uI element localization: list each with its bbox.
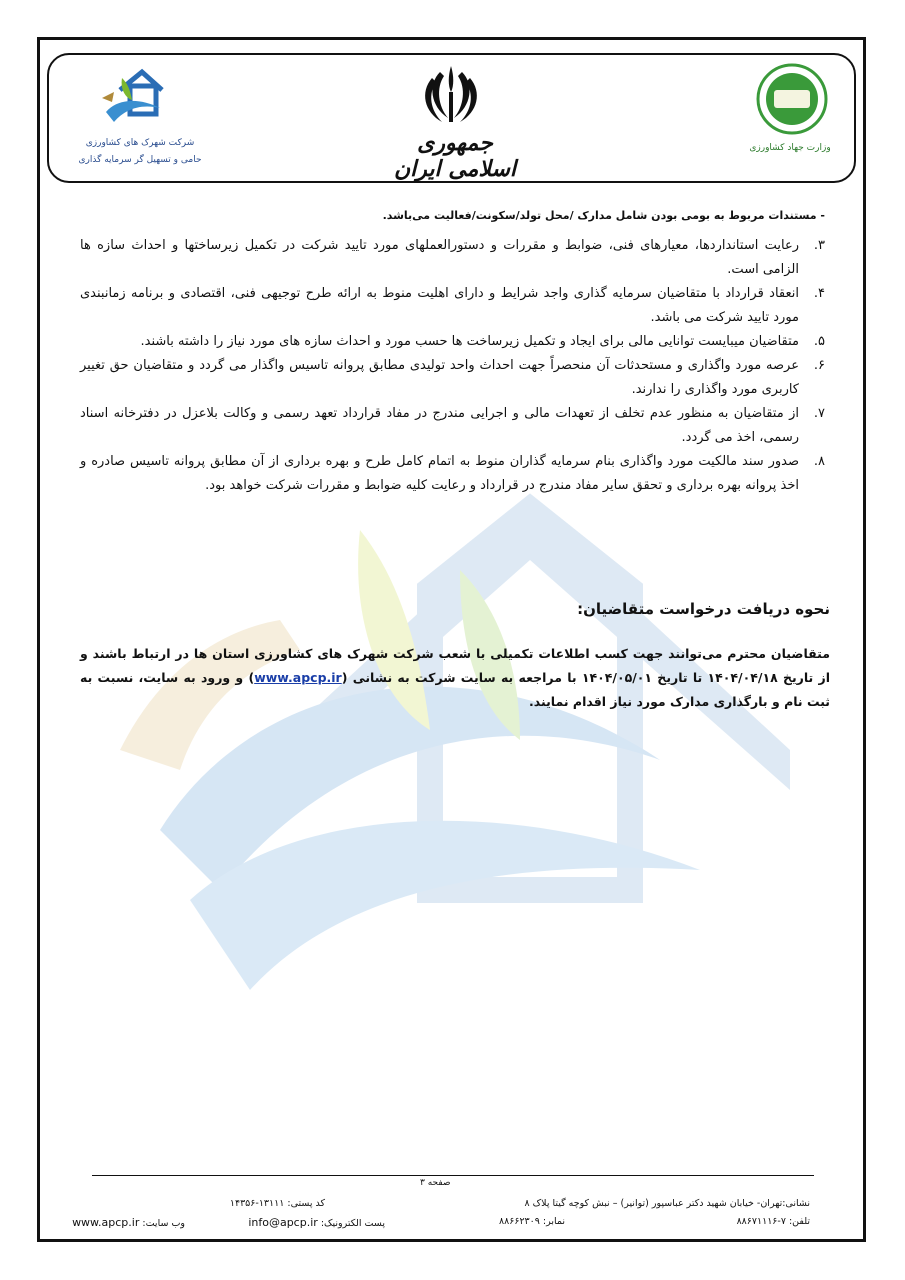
footer-email	[248, 1216, 385, 1229]
footer-address: نشانی:تهران- خیابان شهید دکتر عباسپور (توانیر) – نبش کوچه گیتا پلاک ۸	[524, 1198, 810, 1209]
web-label: وب سایت:	[142, 1218, 185, 1229]
list-item	[80, 282, 825, 330]
item-number: ۳.	[813, 238, 825, 253]
section-body-text-end: ) و ورود به سایت، نسبت به ثبت نام و بارگذاری مدارک مورد نیاز اقدام نمایند.	[80, 670, 830, 709]
footer-web	[72, 1216, 185, 1229]
org-slogan: حامی و تسهیل گر سرمایه گذاری	[78, 155, 202, 165]
item-text: صدور سند مالکیت مورد واگذاری بنام سرمایه گذاران منوط به اتمام کامل طرح و بهره برداری از آن مطابق پروانه تاسیس صادره و اخذ پروانه بهره برداری و تحقق سایر مفاد مندرج در قرارداد و رعایت کلیه ضوابط و مقررات شرکت خواهد بود.	[80, 454, 799, 493]
conditions-list	[80, 208, 825, 498]
org-name: شرکت شهرک های کشاورزی	[85, 138, 195, 148]
email-label: پست الکترونیک:	[320, 1218, 385, 1229]
footer-fax: نمابر: ۸۸۶۶۲۳۰۹	[499, 1216, 565, 1227]
list-item	[80, 330, 825, 354]
documents-note: - مستندات مربوط به بومی بودن شامل مدارک /محل تولد/سکونت/فعالیت می‌باشد.	[382, 209, 825, 222]
item-text: رعایت استانداردها، معیارهای فنی، ضوابط و مقررات و دستورالعملهای مورد تایید شرکت در تکمیل زیرساختها و احداث سازه ها الزامی است.	[80, 238, 799, 277]
section-body	[80, 642, 830, 714]
section-title: نحوه دریافت درخواست متقاضیان:	[577, 600, 830, 618]
footer-phone: تلفن: ۷-۸۸۶۷۱۱۱۶	[736, 1216, 810, 1227]
item-number: ۵.	[813, 334, 825, 349]
item-text: انعقاد قرارداد با متقاضیان سرمایه گذاری واجد شرایط و دارای اهلیت منوط به ارائه طرح توجیهی فنی، اقتصادی و برنامه زمانبندی مورد تایید شرکت می باشد.	[80, 286, 799, 325]
iran-emblem-icon	[418, 62, 484, 128]
item-number: ۷.	[813, 406, 825, 421]
footer-zip: کد پستی: ۱۳۱۱۱-۱۴۳۵۶	[229, 1198, 325, 1209]
list-item	[80, 450, 825, 498]
apcp-logo-icon	[100, 68, 164, 126]
watermark-logo	[100, 470, 800, 990]
list-item	[80, 402, 825, 450]
item-text: متقاضیان میبایست توانایی مالی برای ایجاد و تکمیل زیرساخت ها حسب مورد و احداث سازه های مورد نیاز را داشته باشند.	[140, 334, 799, 349]
item-number: ۸.	[813, 454, 825, 469]
item-text: از متقاضیان به منظور عدم تخلف از تعهدات مالی و اجرایی مندرج در مفاد قرارداد تعهد رسمی و وکالت بلاعزل در دفترخانه اسناد رسمی، اخذ می گردد.	[80, 406, 799, 445]
section-body-text: متقاضیان محترم می‌توانند جهت کسب اطلاعات تکمیلی با شعب شرکت شهرک های کشاورزی استان ها در ارتباط باشند و از تاریخ ۱۴۰۴/۰۴/۱۸ تا تاریخ ۱۴۰۴/۰۵/۰۱ با مراجعه به سایت شرکت به نشانی (	[80, 646, 831, 685]
web-value[interactable]: www.apcp.ir	[72, 1216, 140, 1229]
list-item	[80, 354, 825, 402]
application-section	[80, 600, 830, 714]
item-text: عرصه مورد واگذاری و مستحدثات آن منحصراً جهت احداث واحد تولیدی مطابق پروانه تاسیس واگذار می گردد و متقاضیان حق تغییر کاربری مورد واگذاری را ندارند.	[80, 358, 799, 397]
list-item	[80, 234, 825, 282]
jihad-keshavarzi-seal-icon	[748, 60, 836, 138]
ministry-name: وزارت جهاد کشاورزی	[749, 143, 831, 153]
item-number: ۶.	[813, 358, 825, 373]
page-number: صفحه ۳	[420, 1178, 451, 1188]
country-name: جمهوری اسلامی ایران	[393, 130, 517, 182]
item-number: ۴.	[813, 286, 825, 301]
website-link[interactable]: www.apcp.ir	[254, 670, 342, 685]
footer-divider	[92, 1175, 814, 1176]
email-value[interactable]: info@apcp.ir	[248, 1216, 318, 1229]
